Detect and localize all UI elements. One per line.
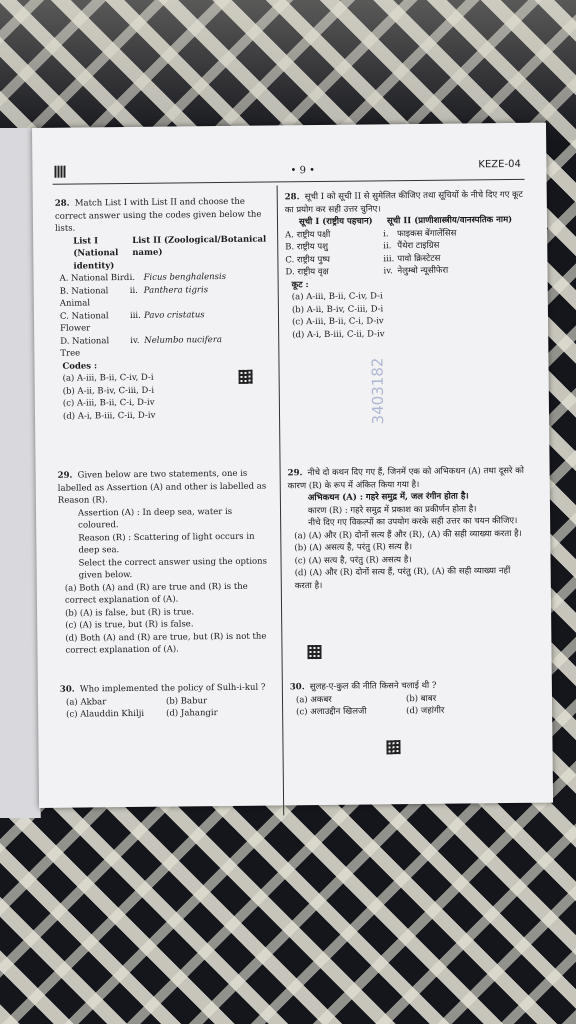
option-a: (a) (A) और (R) दोनों सत्य हैं और (R), (A) की सही व्याख्या करता है।	[294, 528, 522, 541]
option-d: (d) Both (A) and (R) are true, but (R) is not the correct explanation of (A).	[65, 631, 267, 656]
option-c: (c) A-iii, B-ii, C-i, D-iv	[62, 397, 155, 409]
header-rule	[53, 179, 525, 185]
match-row: B. राष्ट्रीय पशु ii. पैंथेरा टाइग्रिस	[285, 240, 440, 253]
question-30-en	[60, 681, 274, 721]
question-29-hi	[288, 465, 529, 593]
match-row: A. National Bird i. Ficus benghalensis	[59, 271, 227, 284]
question-text: नीचे दो कथन दिए गए हैं, जिनमें एक को अभिकथन (A) तथा दूसरे को कारण (R) के रूप में अंकित किया गया है।	[287, 465, 524, 491]
question-text: Match List I with List II and choose the correct answer using the codes given below the lists.	[54, 196, 262, 234]
question-number: 28.	[284, 192, 300, 203]
qr-code-icon	[307, 645, 321, 659]
question-29-en	[58, 468, 274, 658]
match-row: C. राष्ट्रीय पुष्प iii. पावो क्रिस्टेटस	[285, 253, 441, 265]
option-b: (b) बाबर	[405, 693, 437, 704]
option-d: (d) जहांगीर	[406, 705, 445, 717]
assertion-text: अभिकथन (A) : गहरे समुद्र में, जल रंगीन होता है।	[307, 491, 469, 504]
question-number: 29.	[57, 470, 73, 481]
option-c: (c) (A) is true, but (R) is false.	[65, 619, 194, 631]
question-text: Who implemented the policy of Sulh-i-kul ?	[79, 682, 266, 695]
watermark: 3403182	[368, 357, 388, 425]
instruction-text: नीचे दिए गए विकल्पों का उपयोग करके सही उत्तर का चयन कीजिए।	[308, 515, 518, 529]
page-qr-icon	[54, 166, 66, 178]
option-d: (d) A-i, B-iii, C-ii, D-iv	[292, 328, 385, 340]
page-number: • 9 •	[290, 165, 316, 177]
exam-page	[32, 123, 553, 808]
list2-heading: सूची II (प्राणीशास्त्रीय/वानस्पतिक नाम)	[386, 214, 513, 227]
codes-label: कूट :	[291, 279, 309, 290]
assertion-text: Assertion (A) : In deep sea, water is coloured.	[77, 506, 233, 531]
option-c: (c) Alauddin Khilji	[66, 708, 145, 720]
question-28-en	[55, 196, 271, 423]
question-number: 30.	[289, 682, 305, 693]
option-b: (b) A-ii, B-iv, C-iii, D-i	[291, 303, 384, 315]
option-b: (b) A-ii, B-iv, C-iii, D-i	[62, 385, 155, 397]
list1-heading: सूची I (राष्ट्रीय पहचान)	[298, 216, 373, 228]
background-shade	[0, 0, 576, 140]
option-b: (b) (A) is false, but (R) is true.	[65, 606, 195, 619]
match-row: D. National Tree iv. Nelumbo nucifera	[60, 334, 222, 359]
reason-text: Reason (R) : Scattering of light occurs in deep sea.	[78, 531, 255, 556]
match-row: A. राष्ट्रीय पक्षी i. फाइकस बेंगालेंसिस	[285, 228, 457, 240]
option-c: (c) अलाउद्दीन खिलजी	[296, 706, 367, 718]
question-text: Given below are two statements, one is labelled as Assertion (A) and other is labelled as Reason (R).	[57, 468, 267, 506]
question-number: 30.	[59, 684, 75, 695]
option-c: (c) (A) सत्य है, परंतु (R) असत्य है।	[294, 554, 412, 566]
list-headers	[73, 233, 269, 273]
question-28-hi	[285, 189, 527, 342]
question-number: 29.	[287, 468, 303, 479]
option-a: (a) A-iii, B-ii, C-iv, D-i	[62, 372, 154, 384]
option-a: (a) Both (A) and (R) are true and (R) is the correct explanation of (A).	[64, 581, 248, 606]
list1-heading: List I (National identity)	[73, 235, 119, 272]
match-row: C. National Flower iii. Pavo cristatus	[59, 309, 205, 334]
option-b: (b) Babur	[165, 695, 208, 707]
option-a: (a) अकबर	[295, 694, 332, 705]
match-row: B. National Animal ii. Panthera tigris	[59, 284, 209, 309]
option-b: (b) (A) असत्य है, परंतु (R) सत्य है।	[294, 542, 413, 554]
option-d: (d) A-i, B-iii, C-ii, D-iv	[62, 410, 156, 422]
instruction-text: Select the correct answer using the options given below.	[78, 556, 268, 581]
option-a: (a) A-iii, B-ii, C-iv, D-i	[291, 291, 383, 303]
option-d: (d) (A) और (R) दोनों सत्य हैं, परंतु (R), (A) की सही व्याख्या नहीं करता है।	[294, 566, 511, 591]
qr-code-icon	[239, 370, 253, 384]
column-divider	[277, 185, 285, 815]
question-text: सुलह-ए-कुल की नीति किसने चलाई थी ?	[309, 680, 437, 693]
question-text: सूची I को सूची II से सुमेलित कीजिए तथा सूचियों के नीचे दिए गए कूट का प्रयोग कर सही उत्तर चुनिए।	[284, 189, 523, 215]
option-d: (d) Jahangir	[166, 708, 218, 719]
option-c: (c) A-iii, B-ii, C-i, D-iv	[291, 316, 384, 328]
question-30-hi	[290, 679, 530, 719]
codes-label: Codes :	[62, 360, 98, 372]
qr-code-icon	[386, 740, 400, 754]
reason-text: कारण (R) : गहरे समुद्र में प्रकाश का प्रकीर्णन होता है।	[307, 503, 477, 516]
paper-code: KEZE-04	[478, 158, 521, 171]
question-number: 28.	[54, 198, 70, 209]
match-row: D. राष्ट्रीय वृक्ष iv. नेलुम्बो न्यूसीफेरा	[285, 265, 449, 278]
option-a: (a) Akbar	[65, 696, 107, 708]
list2-heading: List II (Zoological/Botanical name)	[132, 234, 267, 258]
